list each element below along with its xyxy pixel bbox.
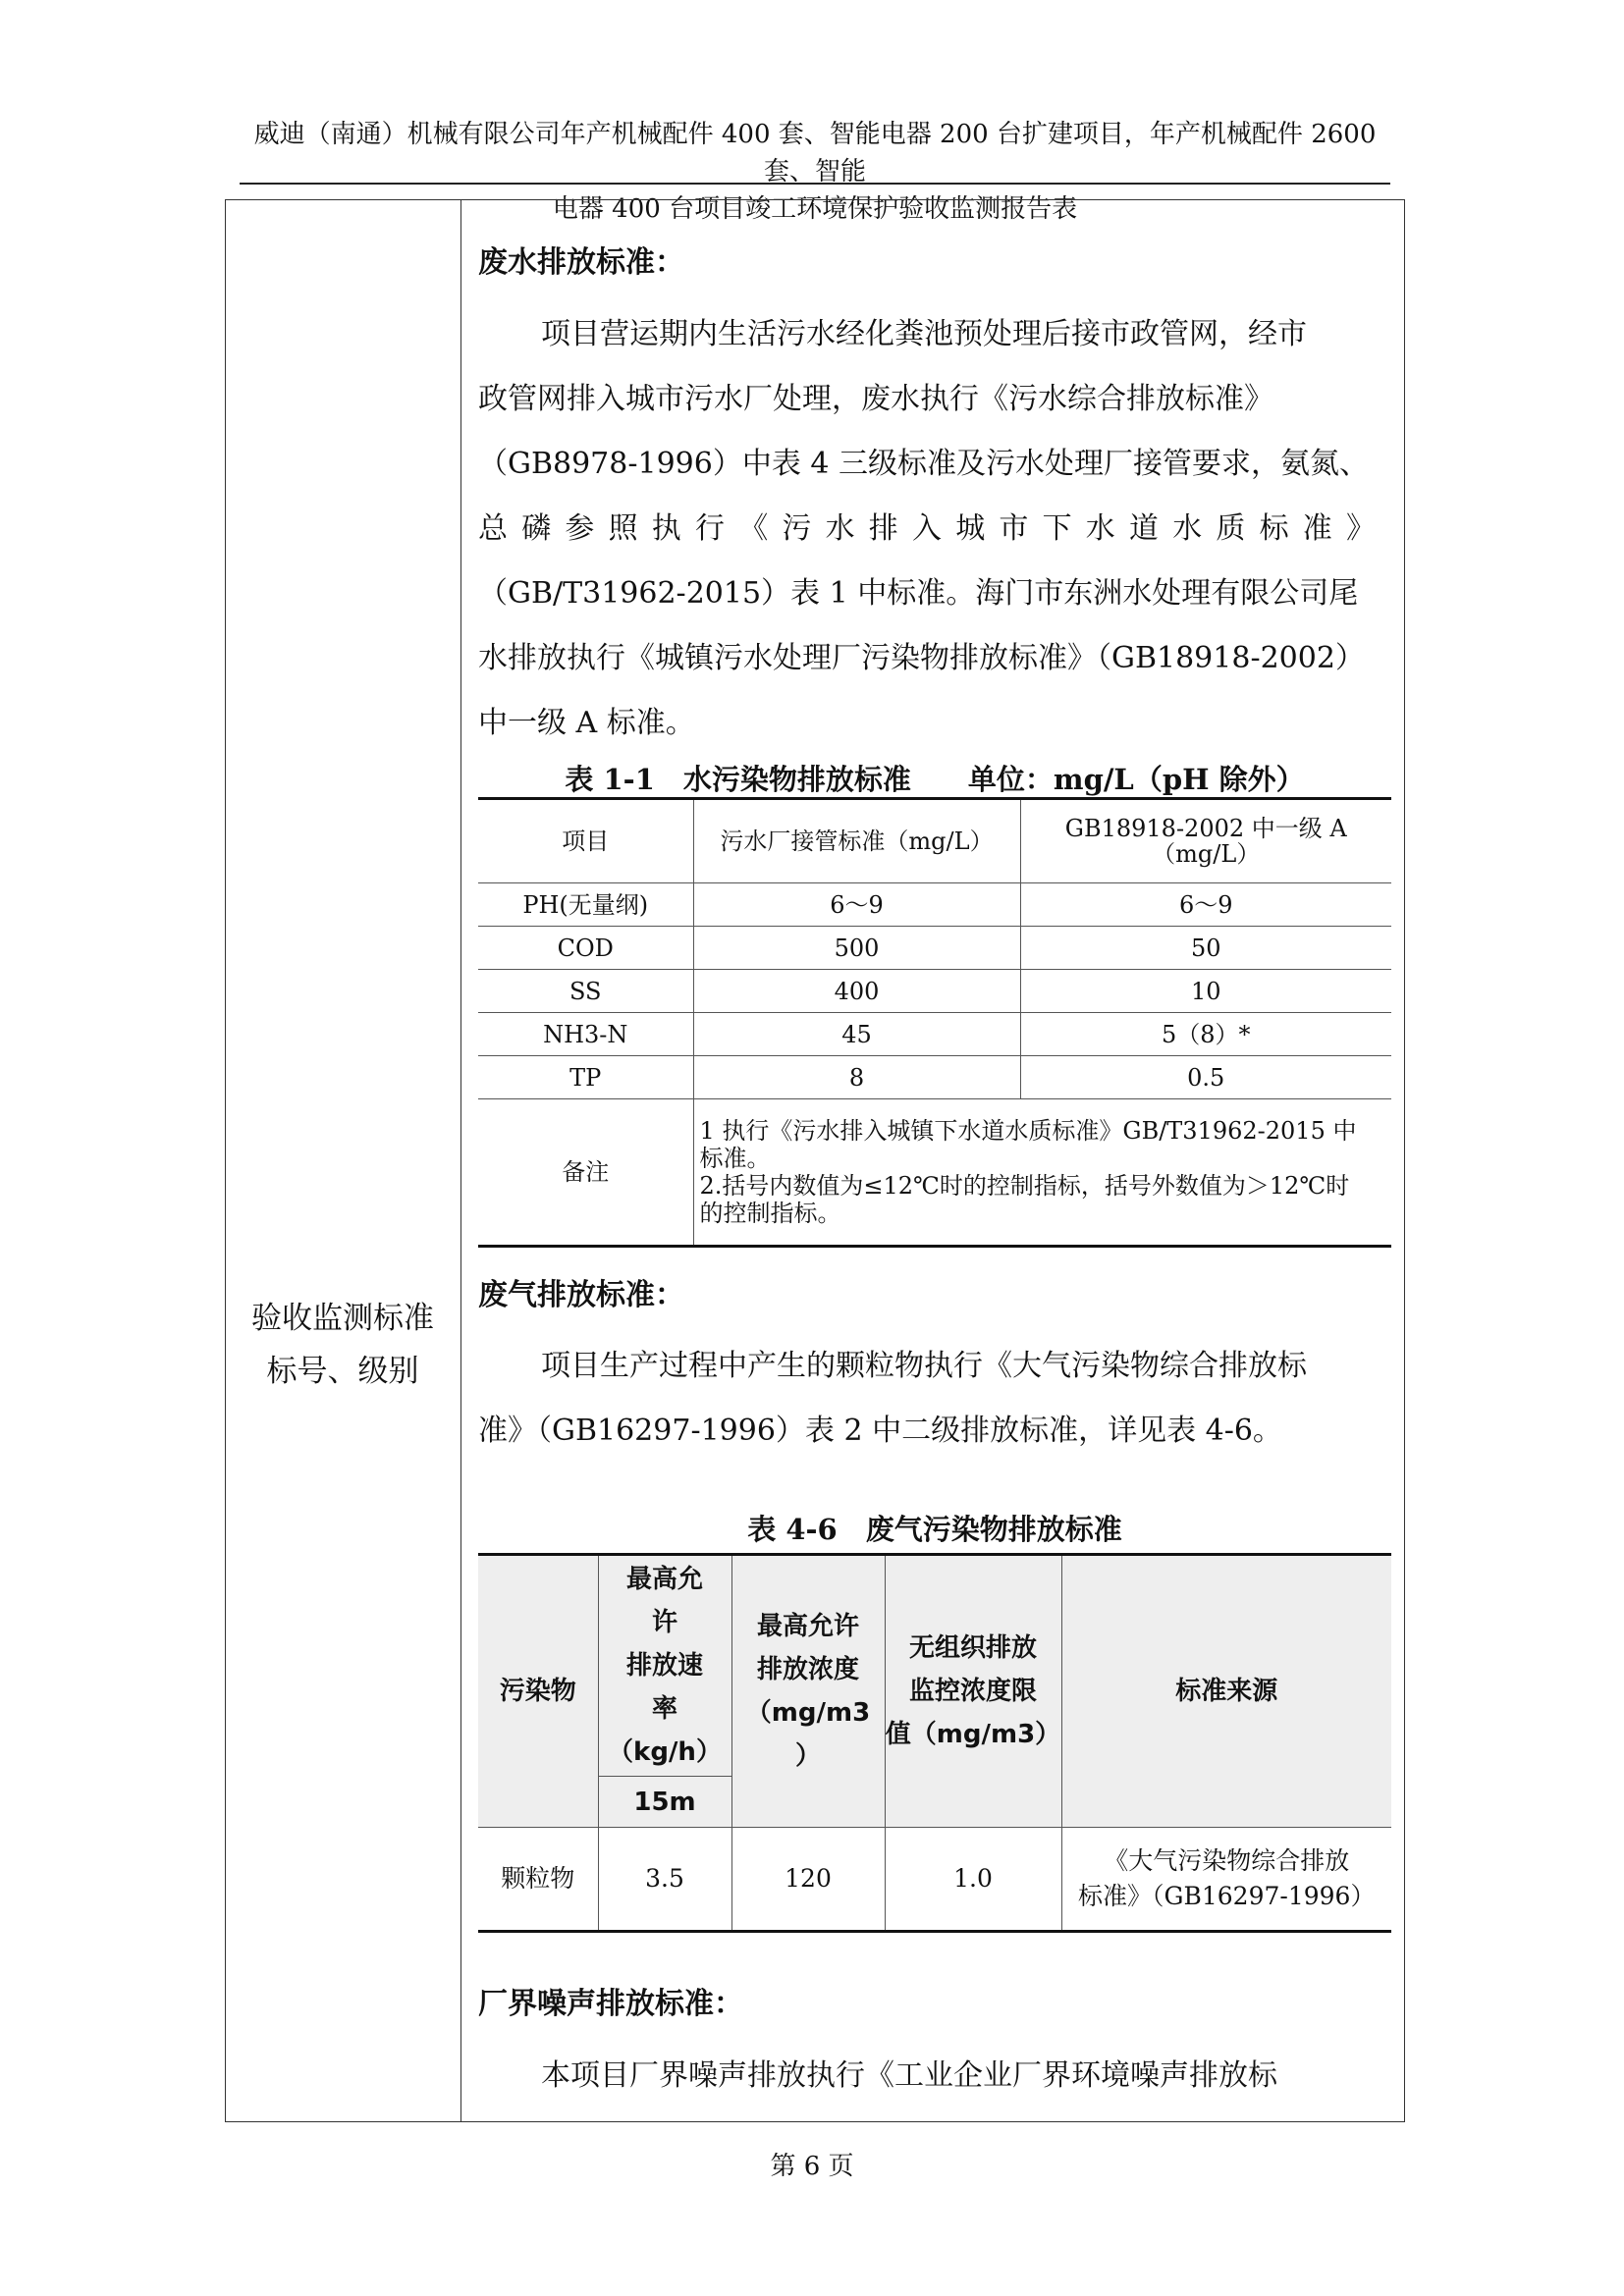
noise-title: 厂界噪声排放标准：: [478, 1987, 743, 2021]
header-cell-line: 监控浓度限: [908, 1677, 1037, 1706]
header-cell-line: 排放浓度: [756, 1655, 859, 1684]
header-cell-height: 15m: [598, 1777, 731, 1828]
table-cell: 10: [1020, 970, 1391, 1013]
note-label: 备注: [478, 1099, 693, 1247]
paragraph-line: 本项目厂界噪声排放执行《工业企业厂界环境噪声排放标: [541, 2058, 1277, 2093]
header-cell: 项目: [478, 799, 693, 883]
header-cell-line: 最高允: [625, 1565, 703, 1594]
table-cell: 400: [693, 970, 1020, 1013]
header-cell-line: 最高允许: [756, 1612, 859, 1641]
header-cell-line: 无组织排放: [908, 1633, 1037, 1663]
header-line-1: 威迪（南通）机械有限公司年产机械配件 400 套、智能电器 200 台扩建项目，年产机械配件 2600 套、智能: [253, 120, 1377, 187]
exhaust-standards-table: [478, 1553, 1391, 1933]
table-cell: COD: [478, 927, 693, 970]
paragraph-line: 水排放执行《城镇污水处理厂污染物排放标准》（GB18918-2002）: [478, 641, 1365, 675]
paragraph-line: （GB/T31962-2015）表 1 中标准。海门市东洲水处理有限公司尾: [478, 576, 1359, 611]
table-cell: 500: [693, 927, 1020, 970]
header-cell: 污水厂接管标准（mg/L）: [693, 799, 1020, 883]
table-cell: NH3-N: [478, 1013, 693, 1056]
header-cell-rate: [598, 1555, 731, 1777]
note-line: 标准。: [699, 1145, 771, 1172]
header-cell-line: （mg/L）: [1152, 840, 1261, 868]
table-cell: 3.5: [598, 1828, 731, 1932]
table-cell: SS: [478, 970, 693, 1013]
note-line: 1 执行《污水排入城镇下水道水质标准》GB/T31962-2015 中: [699, 1117, 1357, 1145]
header-cell-pollutant: 污染物: [478, 1555, 598, 1828]
row-label-line-2: 标号、级别: [266, 1354, 419, 1389]
table-cell: TP: [478, 1056, 693, 1099]
note-text: [693, 1099, 1391, 1247]
table-header-row: [478, 799, 1391, 883]
paragraph-line: 中一级 A 标准。: [478, 706, 695, 740]
water-standards-table: [478, 797, 1391, 1248]
table2-caption: 表 4-6 废气污染物排放标准: [747, 1513, 1122, 1546]
table1-caption: 表 1-1 水污染物排放标准 单位：mg/L（pH 除外）: [565, 763, 1305, 796]
source-line: 标准》（GB16297-1996）: [1078, 1882, 1376, 1910]
header-cell-source: 标准来源: [1061, 1555, 1391, 1828]
table-cell: 颗粒物: [478, 1828, 598, 1932]
header-cell-line: （mg/m3: [745, 1698, 871, 1728]
table-row: [478, 1828, 1391, 1932]
table-cell: 8: [693, 1056, 1020, 1099]
header-cell-line: ）: [794, 1741, 821, 1771]
table-cell: 50: [1020, 927, 1391, 970]
header-cell: [1020, 799, 1391, 883]
table-cell: 120: [731, 1828, 885, 1932]
header-rule: [240, 183, 1390, 185]
table-cell: 5（8）*: [1020, 1013, 1391, 1056]
left-column: [226, 200, 461, 2121]
header-cell-line: GB18918-2002 中一级 A: [1064, 815, 1347, 842]
table-row: [478, 883, 1391, 927]
table-note-row: [478, 1099, 1391, 1247]
header-cell-line: （kg/h）: [608, 1737, 722, 1767]
noise-paragraph: [478, 2044, 1381, 2109]
table-row: [478, 1013, 1391, 1056]
table-row: [478, 1056, 1391, 1099]
form-frame: [225, 199, 1405, 2122]
table-cell: 45: [693, 1013, 1020, 1056]
table-row: [478, 927, 1391, 970]
paragraph-line: （GB8978-1996）中表 4 三级标准及污水处理厂接管要求，氨氮、: [478, 447, 1370, 481]
table-cell: 0.5: [1020, 1056, 1391, 1099]
source-line: 《大气污染物综合排放: [1104, 1846, 1350, 1875]
paragraph-line: 项目生产过程中产生的颗粒物执行《大气污染物综合排放标: [541, 1349, 1307, 1383]
note-line: 2.括号内数值为≤12℃时的控制指标，括号外数值为＞12℃时: [699, 1172, 1350, 1200]
wastewater-title: 废水排放标准：: [478, 245, 684, 280]
paragraph-line: 总磷参照执行《污水排入城市下水道水质标准》: [478, 511, 1381, 546]
header-cell-line: 许: [651, 1608, 677, 1637]
header-cell-line: 率: [651, 1694, 677, 1724]
table-cell: [1061, 1828, 1391, 1932]
header-cell-line: 值（mg/m3）: [885, 1720, 1061, 1749]
table-cell: 6～9: [693, 883, 1020, 927]
header-cell-unorganized: [885, 1555, 1061, 1828]
header-cell-line: 排放速: [625, 1651, 703, 1681]
exhaust-title: 废气排放标准：: [478, 1278, 684, 1312]
paragraph-line: 项目营运期内生活污水经化粪池预处理后接市政管网，经市: [541, 317, 1307, 351]
paragraph-line: 准》（GB16297-1996）表 2 中二级排放标准，详见表 4-6。: [478, 1414, 1282, 1448]
table-cell: 6～9: [1020, 883, 1391, 927]
header-line-2: 电器 400 台项目竣工环境保护验收监测报告表: [552, 194, 1078, 224]
row-label-line-1: 验收监测标准: [251, 1301, 434, 1336]
wastewater-paragraph: [478, 302, 1381, 756]
table-cell: PH(无量纲): [478, 883, 693, 927]
table-row: [478, 970, 1391, 1013]
header-cell-concentration: [731, 1555, 885, 1828]
paragraph-line: 政管网排入城市污水厂处理，废水执行《污水综合排放标准》: [478, 382, 1273, 416]
row-label: [226, 1292, 460, 1398]
table-cell: 1.0: [885, 1828, 1061, 1932]
table-header-row: [478, 1555, 1391, 1777]
page-number: 第 6 页: [770, 2152, 854, 2181]
exhaust-paragraph: [478, 1334, 1381, 1464]
note-line: 的控制指标。: [699, 1200, 841, 1227]
